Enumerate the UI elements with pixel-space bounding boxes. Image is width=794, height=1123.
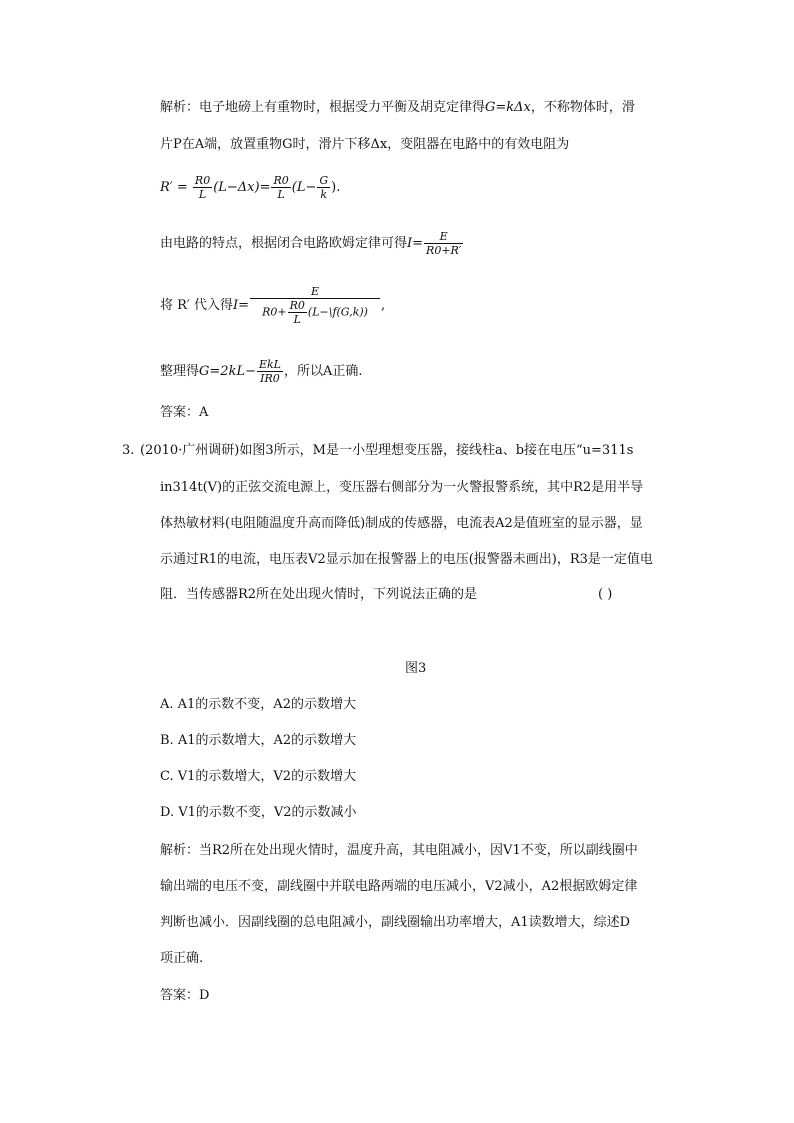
- text: 解析：电子地磅上有重物时，根据受力平衡及胡克定律得: [160, 100, 486, 115]
- numerator: G: [319, 174, 329, 187]
- answer-d: 答案：D: [160, 988, 210, 1003]
- eq-term: (L−: [291, 180, 317, 195]
- denominator: L: [198, 188, 207, 201]
- analysis-line-result: [160, 358, 363, 385]
- eq-end: ,: [381, 298, 386, 313]
- formula-hooke: G=kΔx: [485, 100, 531, 115]
- option-a: A. A1的示数不变，A2的示数增大: [160, 697, 356, 712]
- fraction: [193, 174, 212, 201]
- question-number: 3.: [122, 443, 135, 458]
- analysis3-line-1: 解析：当R2所在处出现火情时，温度升高，其电阻减小，因V1不变，所以副线圈中: [160, 843, 638, 858]
- option-c: C. V1的示数增大，V2的示数增大: [160, 769, 357, 784]
- figure-caption: 图3: [405, 661, 427, 676]
- option-d: D. V1的示数不变，V2的示数减小: [160, 805, 357, 820]
- question-line-3: 体热敏材料(电阻随温度升高而降低)制成的传感器，电流表A2是值班室的显示器，显: [160, 516, 643, 531]
- eq-lhs: I=: [407, 236, 424, 251]
- eq-lhs: I=: [233, 298, 250, 313]
- fraction: [257, 358, 283, 385]
- question-line-5: [160, 586, 477, 604]
- fraction: [317, 174, 330, 201]
- text: 整理得: [160, 364, 200, 379]
- question-line-1: (2010·广州调研)如图3所示，M是一小型理想变压器，接线柱a、b接在电压“u=311s: [140, 443, 634, 458]
- analysis-line-2: 片P在A端，放置重物G时，滑片下移Δx，变阻器在电路中的有效电阻为: [160, 137, 570, 152]
- question-line-4: 示通过R1的电流，电压表V2显示加在报警器上的电压(报警器未画出)，R3是一定值电: [160, 552, 653, 567]
- text: ，不称物体时，滑: [530, 100, 635, 115]
- den-part: R0+: [262, 305, 287, 319]
- answer-a: 答案：A: [160, 405, 209, 420]
- fraction: [424, 230, 463, 257]
- numerator: R0: [289, 299, 305, 312]
- numerator: E: [250, 285, 380, 299]
- denominator: L: [277, 188, 285, 201]
- text: 由电路的特点，根据闭合电路欧姆定律可得: [160, 236, 408, 251]
- eq-end: ).: [331, 180, 341, 195]
- option-b: B. A1的示数增大，A2的示数增大: [160, 733, 357, 748]
- question-line-2: in314t(V)的正弦交流电源上，变压器右侧部分为一火警报警系统，其中R2是用半导: [160, 480, 644, 495]
- eq-term: (L−Δx)=: [213, 180, 271, 195]
- numerator: R0: [194, 174, 211, 187]
- analysis-line-1: [160, 99, 635, 117]
- denominator: [250, 299, 380, 326]
- analysis-line-substitute: [160, 285, 385, 326]
- eq-lhs: R′ =: [160, 180, 188, 195]
- inner-fraction: [288, 299, 307, 326]
- denominator: IR0: [260, 372, 280, 385]
- fraction: [250, 285, 380, 326]
- denominator: R0+R′: [426, 244, 462, 257]
- denominator: k: [320, 188, 328, 201]
- text: ，所以A正确.: [283, 364, 363, 379]
- numerator: R0: [273, 174, 289, 187]
- answer-blank: ( ): [598, 587, 613, 602]
- denominator: L: [293, 313, 301, 326]
- analysis-line-ohm: [160, 230, 464, 257]
- analysis3-line-2: 输出端的电压不变，副线圈中并联电路两端的电压减小，V2减小，A2根据欧姆定律: [160, 879, 638, 894]
- text: 将 R′ 代入得: [160, 298, 234, 313]
- equation-r-prime: [160, 174, 340, 201]
- analysis3-line-4: 项正确.: [160, 951, 204, 966]
- numerator: E: [424, 230, 463, 244]
- analysis3-line-3: 判断也减小．因副线圈的总电阻减小，副线圈输出功率增大，A1读数增大，综述D: [160, 915, 631, 930]
- numerator: EkL: [258, 358, 281, 371]
- text: 阻．当传感器R2所在处出现火情时，下列说法正确的是: [160, 587, 478, 602]
- fraction: [271, 174, 290, 201]
- eq-lhs: G=2kL−: [199, 364, 256, 379]
- den-part: (L−\f(G,k)): [307, 305, 368, 319]
